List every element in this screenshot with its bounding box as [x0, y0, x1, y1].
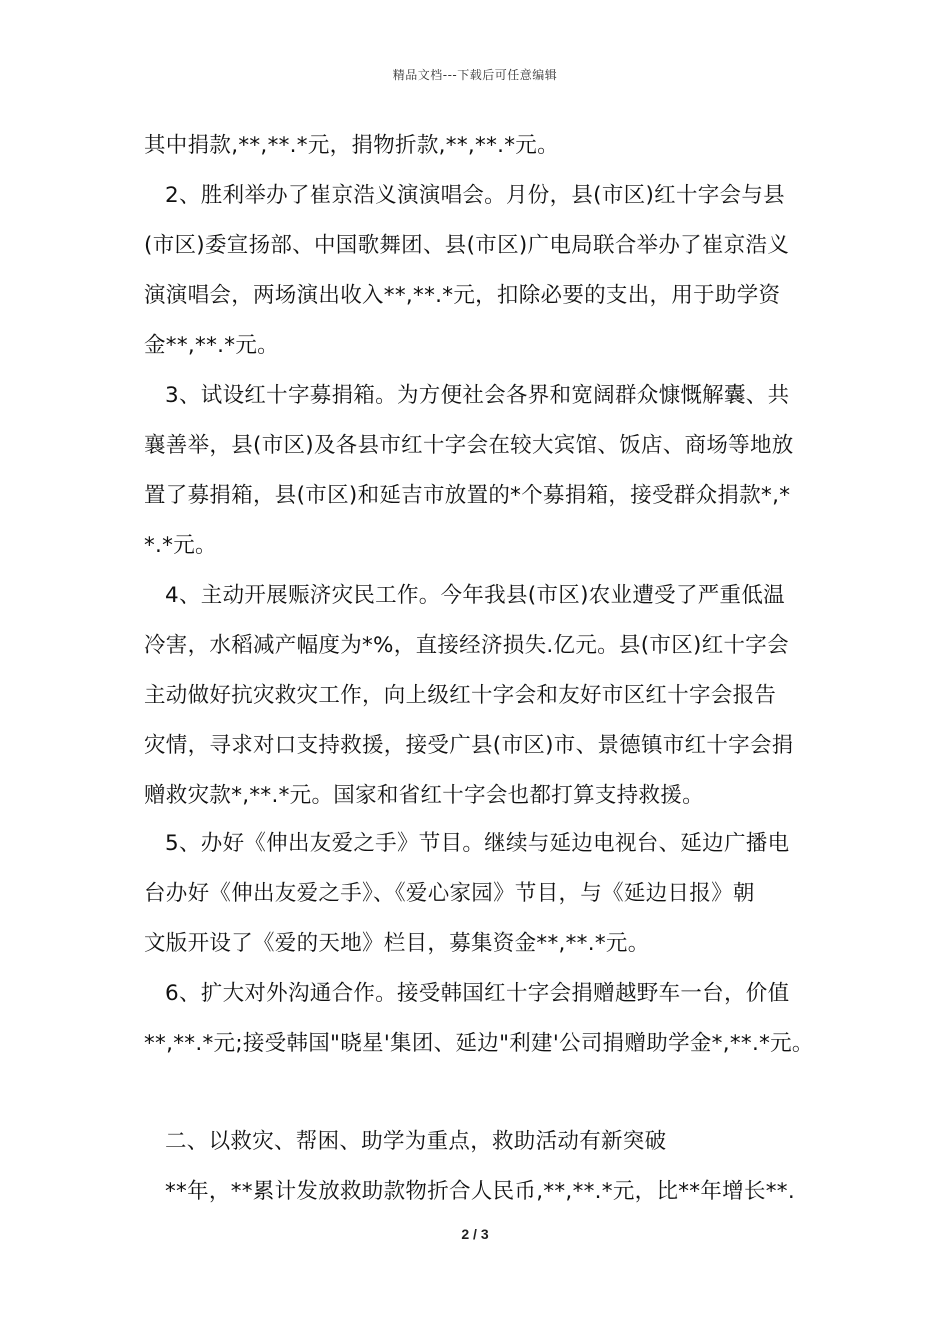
- text-line: 灾情，寻求对口支持救援，接受广县(市区)市、景德镇市红十字会捐: [144, 733, 794, 758]
- text-line: 襄善举，县(市区)及各县市红十字会在较大宾馆、饭店、商场等地放: [144, 433, 794, 458]
- paragraph-start: 2、胜利举办了崔京浩义演演唱会。月份，县(市区)红十字会与县: [165, 183, 785, 208]
- text-line: 置了募捐箱，县(市区)和延吉市放置的*个募捐箱，接受群众捐款*,*: [144, 483, 791, 508]
- text-line: 冷害，水稻减产幅度为*%，直接经济损失.亿元。县(市区)红十字会: [144, 633, 789, 658]
- paragraph-start: 5、办好《伸出友爱之手》节目。继续与延边电视台、延边广播电: [165, 831, 790, 856]
- text-line: 台办好《伸出友爱之手》、《爱心家园》节目，与《延边日报》朝: [144, 881, 755, 906]
- paragraph-start: **年，**累计发放救助款物折合人民币,**,**.*元，比**年增长**.: [165, 1179, 795, 1204]
- text-line: 演演唱会，两场演出收入**,**.*元，扣除必要的支出，用于助学资: [144, 283, 781, 308]
- section-heading: 二、以救灾、帮困、助学为重点，救助活动有新突破: [165, 1129, 667, 1154]
- paragraph-start: 4、主动开展赈济灾民工作。今年我县(市区)农业遭受了严重低温: [165, 583, 785, 608]
- text-line: 文版开设了《爱的天地》栏目，募集资金**,**.*元。: [144, 931, 650, 956]
- text-line: 金**,**.*元。: [144, 333, 279, 358]
- text-line: 主动做好抗灾救灾工作，向上级红十字会和友好市区红十字会报告: [144, 683, 777, 708]
- text-line: **,**.*元;接受韩国"晓星'集团、延边"利建'公司捐赠助学金*,**.*元。: [144, 1031, 814, 1056]
- paragraph-start: 6、扩大对外沟通合作。接受韩国红十字会捐赠越野车一台，价值: [165, 981, 790, 1006]
- text-line: *.*元。: [144, 533, 217, 558]
- paragraph-start: 3、试设红十字募捐箱。为方便社会各界和宽阔群众慷慨解囊、共: [165, 383, 790, 408]
- text-line: (市区)委宣扬部、中国歌舞团、县(市区)广电局联合举办了崔京浩义: [144, 233, 790, 258]
- text-line: 其中捐款,**,**.*元，捐物折款,**,**.*元。: [144, 133, 559, 158]
- text-line: 赠救灾款*,**.*元。国家和省红十字会也都打算支持救援。: [144, 783, 704, 808]
- page-header: 精品文档---下载后可任意编辑: [392, 68, 558, 82]
- page-number: 2 / 3: [461, 1226, 489, 1242]
